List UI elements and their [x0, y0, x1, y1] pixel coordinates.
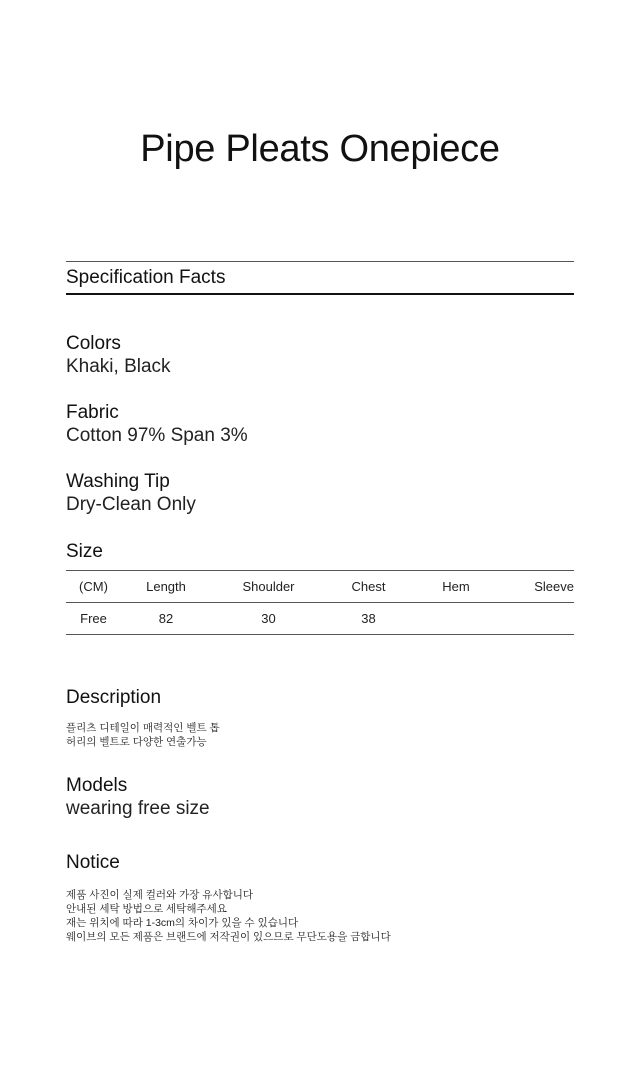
size-table — [66, 570, 574, 635]
size-header-cell: Length — [121, 571, 211, 603]
spec-top-divider — [66, 261, 574, 262]
models-label: Models — [66, 775, 128, 796]
spec-heading: Specification Facts — [66, 267, 226, 288]
notice-line: 웨이브의 모든 제품은 브랜드에 저작권이 있으므로 무단도용을 금합니다 — [66, 931, 391, 943]
notice-line: 재는 위치에 따라 1-3cm의 차이가 있을 수 있습니다 — [66, 917, 299, 929]
size-cell — [501, 603, 574, 635]
size-cell: 38 — [326, 603, 411, 635]
size-cell — [411, 603, 501, 635]
size-cell: 30 — [211, 603, 326, 635]
notice-text — [66, 888, 391, 944]
notice-line: 안내된 세탁 방법으로 세탁해주세요 — [66, 903, 227, 915]
description-text — [66, 721, 220, 749]
fabric-value: Cotton 97% Span 3% — [66, 425, 248, 446]
size-header-cell: Chest — [326, 571, 411, 603]
notice-line: 제품 사진이 실제 컬러와 가장 유사합니다 — [66, 889, 254, 901]
notice-label: Notice — [66, 852, 120, 873]
colors-label: Colors — [66, 333, 121, 354]
size-header-cell: Sleeve — [501, 571, 574, 603]
colors-value: Khaki, Black — [66, 356, 171, 377]
product-title: Pipe Pleats Onepiece — [140, 128, 500, 170]
size-table-header — [66, 571, 574, 603]
table-row — [66, 603, 574, 635]
washing-value: Dry-Clean Only — [66, 494, 196, 515]
washing-label: Washing Tip — [66, 471, 170, 492]
description-line: 허리의 벨트로 다양한 연출가능 — [66, 736, 207, 748]
size-header-cell: (CM) — [66, 571, 121, 603]
description-line: 플리츠 디테일이 매력적인 벨트 톱 — [66, 722, 220, 734]
models-value: wearing free size — [66, 798, 210, 819]
size-cell: 82 — [121, 603, 211, 635]
size-cell: Free — [66, 603, 121, 635]
fabric-label: Fabric — [66, 402, 119, 423]
spec-bottom-divider — [66, 293, 574, 295]
size-label: Size — [66, 541, 103, 562]
size-header-cell: Shoulder — [211, 571, 326, 603]
size-header-cell: Hem — [411, 571, 501, 603]
description-label: Description — [66, 687, 162, 708]
